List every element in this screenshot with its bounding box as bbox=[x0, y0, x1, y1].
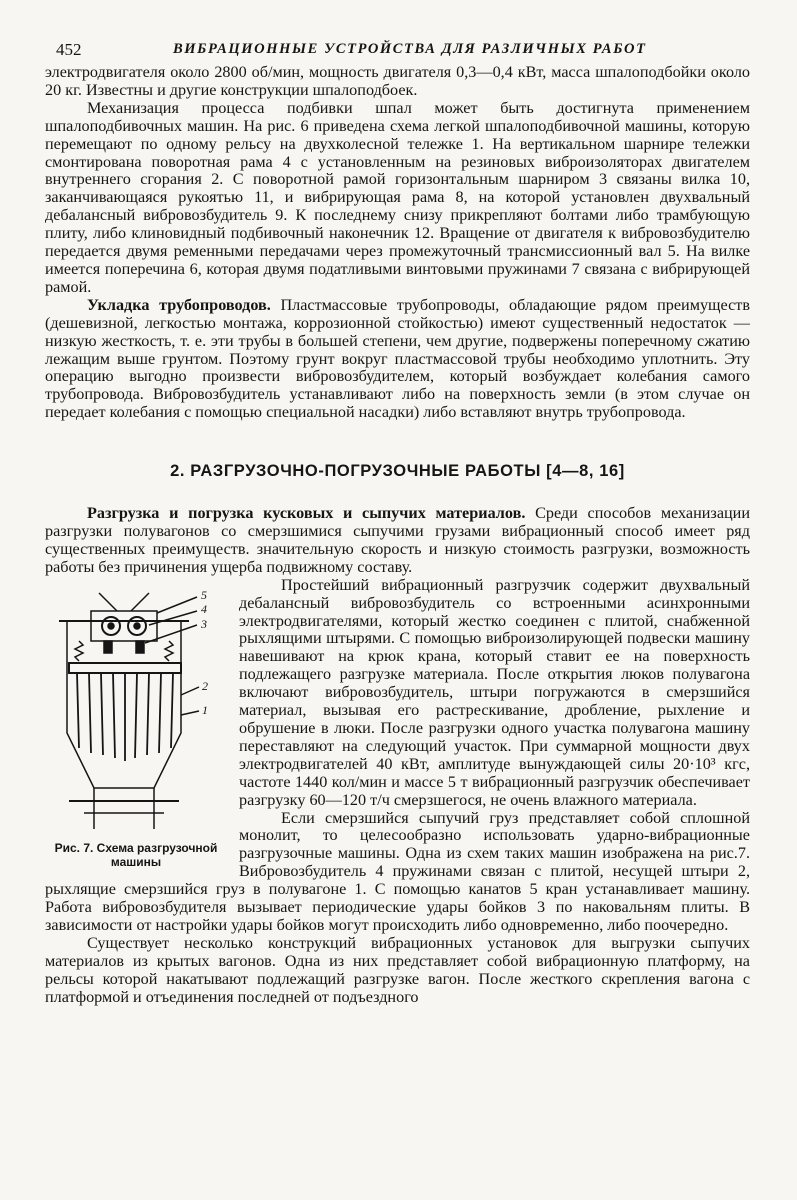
paragraph-4 bbox=[45, 505, 750, 577]
rope-line bbox=[99, 593, 117, 611]
paragraph-3-lead: Укладка трубопроводов. bbox=[87, 295, 271, 314]
paragraph-2: Механизация процесса подбивки шпал может быть достигнута применением шпалоподбивочных машин. На рис. 6 приведена схема легкой шпалоподбивочной машины, которую перемещают по одному рельсу на двухколесной тележке 1. На вертикальном шарнире тележки смонтирована поворотная рама 4 с установленным на резиновых виброизоляторах двигателем внутреннего сгорания 2. С поворотной рамой горизонтальным шарниром 3 связаны вилка 10, заканчивающаяся рукоятью 11, и вибрирующая рама 8, на которой установлен двухвальный дебалансный вибровозбудитель 9. К последнему снизу прикрепляют болтами либо трамбующую плиту, либо клиновидный подбивочный наконечник 12. Вращение от двигателя к вибровозбудителю передается двумя ременными передачами через промежуточный трансмиссионный вал 5. На вилке имеется поперечина 6, которая двумя податливыми винтовыми пружинами 7 связана с вибрирующей рамой. bbox=[45, 98, 750, 296]
running-header bbox=[45, 28, 750, 64]
striker-right bbox=[136, 641, 144, 653]
pins-group bbox=[77, 673, 173, 761]
paragraph-6: Если смерзшийся сыпучий груз представляет собой сплошной монолит, то целесообразно использовать ударно-вибрационные разгрузочные машины. Одна из схем таких машин изображена на рис.7. Вибровозбудитель 4 пружинами связан с плитой, несущей штыри 2, рыхлящие смерзшийся груз в полувагоне 1. С помощью канатов 5 кран устанавливает машину. Работа вибровозбудителя вызывает периодические удары бойков 3 по наковальням плиты. В зависимости от настройки удары бойков могут происходить либо одновременно, либо поочередно. bbox=[45, 808, 750, 934]
page bbox=[45, 28, 750, 1007]
vibrator-housing bbox=[91, 611, 157, 641]
paragraph-7: Существует несколько конструкций вибрационных установок для выгрузки сыпучих материалов из крытых вагонов. Одна из них представляет собой вибрационную платформу, на рельсы которой накатывают подлежащий разгрузке вагон. После жесткого скрепления вагона с платформой и отъединения последней от подъездного bbox=[45, 933, 750, 1006]
plate bbox=[69, 663, 181, 673]
paragraph-1: электродвигателя около 2800 об/мин, мощность двигателя 0,3—0,4 кВт, масса шпалоподбойки около 20 кг. Известны и другие конструкции шпалоподбоек. bbox=[45, 63, 750, 99]
callout-4: 4 bbox=[200, 601, 207, 616]
rope-line bbox=[131, 593, 149, 611]
wagon-body-outline bbox=[67, 621, 181, 788]
paragraph-3-text: Пластмассовые трубопроводы, обладающие рядом преимуществ (дешевизной, легкостью монтажа, коррозионной стойкостью) имеют существенный недостаток — низкую жесткость, т. е. эти трубы в большей степени, чем другие, подвержены поперечному сжатию лежащим выше грунтом. Поэтому грунт вокруг пластмассовой трубы необходимо уплотнить. Эту операцию выгодно произвести вибровозбудителем, который возбуждает колебания самого трубопровода. Вибровозбудитель устанавливают либо на поверхность земли (в этом случае он передает колебания с помощью специальной насадки) либо вставляют внутрь трубопровода. bbox=[45, 295, 750, 422]
section-title: 2. РАЗГРУЗОЧНО-ПОГРУЗОЧНЫЕ РАБОТЫ [4—8, 16] bbox=[170, 462, 625, 481]
running-title: ВИБРАЦИОННЫЕ УСТРОЙСТВА ДЛЯ РАЗЛИЧНЫХ РАБОТ bbox=[173, 41, 647, 57]
paragraph-3 bbox=[45, 297, 750, 422]
striker-left bbox=[104, 641, 112, 653]
paragraph-5: Простейший вибрационный разгрузчик содержит двухвальный дебалансный вибровозбудитель со встроенными асинхронными электродвигателями, который жестко соединен с плитой, снабженной рыхлящими штырями. С помощью виброизолирующей подвески машину навешивают на крюк крана, который ставит ее на поверхность подлежащего разгрузке материала. После открытия люков полувагона включают вибровозбудитель, штыри погружаются в смерзшийся материал, вызывая его растрескивание, дробление, рыхление и обрушение в люки. После разгрузки одного участка полувагона машину переставляют на следующий участок. При суммарной мощности двух электродвигателей 40 кВт, амплитуде вынуждающей силы 20·10³ кгс, частоте 1440 кол/мин и массе 5 т вибрационный разгрузчик обеспечивает разгрузку 60—120 т/ч смерзшегося, не очень влажного материала. bbox=[239, 575, 750, 809]
callout-3: 3 bbox=[200, 616, 207, 631]
page-number: 452 bbox=[56, 40, 82, 59]
figure-caption: Рис. 7. Схема разгрузочной машины bbox=[54, 840, 218, 869]
figure-7 bbox=[45, 583, 227, 869]
callout-2: 2 bbox=[201, 678, 208, 693]
spring-left bbox=[75, 641, 83, 661]
spring-right bbox=[165, 641, 173, 661]
unloading-machine-diagram bbox=[49, 583, 224, 833]
paragraph-4-lead: Разгрузка и погрузка кусковых и сыпучих материалов. bbox=[87, 504, 526, 523]
callout-5: 5 bbox=[200, 587, 207, 602]
callout-1: 1 bbox=[201, 702, 208, 717]
paragraph-4-text: Среди способов механизации разгрузки полувагонов со смерзшимися сыпучими грузами вибрационный способ имеет ряд существенных преимуществ. значительную скорость и низкую стоимость разгрузки, возможность работы без причинения ущерба подвижному составу. bbox=[45, 504, 750, 576]
